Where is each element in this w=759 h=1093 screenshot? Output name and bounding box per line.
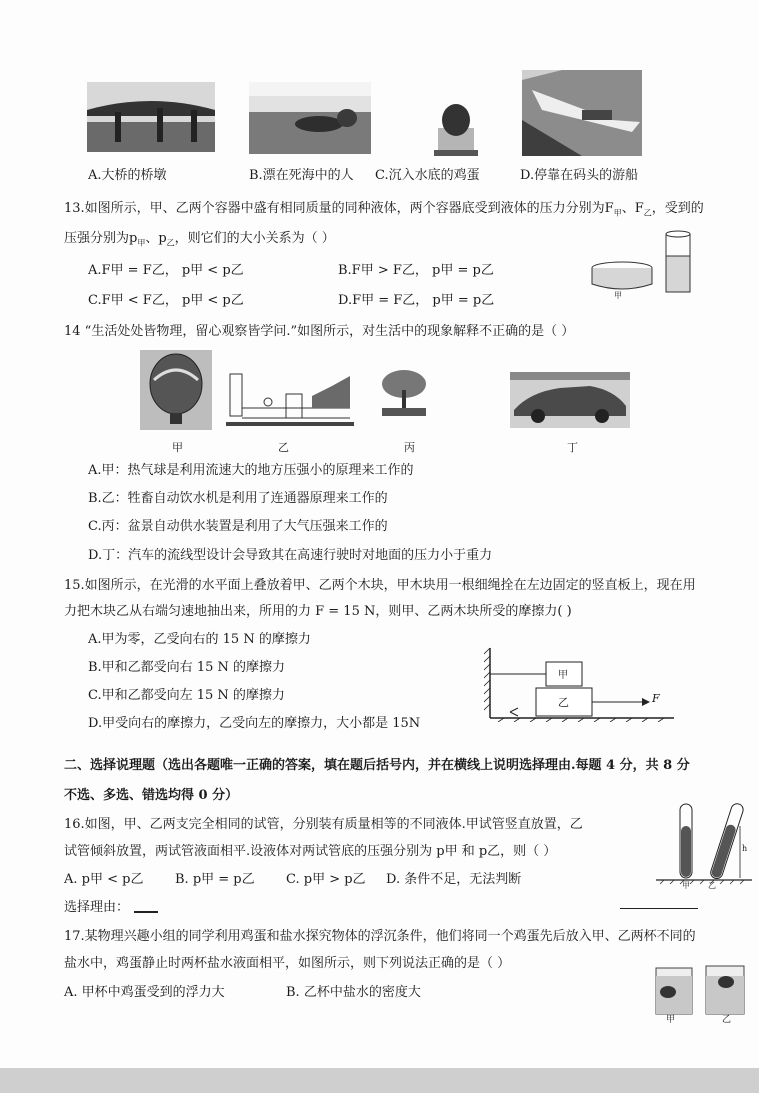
q15-stem-line1: 15.如图所示，在光滑的水平面上叠放着甲、乙两个木块，甲木块用一根细绳拴在左边固定的竖直板上，现在用 bbox=[64, 578, 696, 593]
q14-option-c: C.丙：盆景自动供水装置是利用了大气压强来工作的 bbox=[88, 519, 388, 534]
q12-option-d: D.停靠在码头的游船 bbox=[520, 168, 639, 183]
q16-option-c: C. p甲 > p乙 bbox=[286, 872, 366, 887]
q17-figure-label-yi: 乙 bbox=[722, 1015, 732, 1025]
q16-figure-h-label: h bbox=[742, 844, 748, 853]
q14-label-yi: 乙 bbox=[278, 441, 289, 454]
q15-option-d: D.甲受向右的摩擦力，乙受向左的摩擦力，大小都是 15N bbox=[88, 716, 421, 731]
q17-option-b: B. 乙杯中盐水的密度大 bbox=[286, 985, 421, 1000]
q15-figure-label-bottom: 乙 bbox=[558, 696, 569, 709]
figure-livestock-drinker bbox=[226, 366, 354, 430]
q15-option-b: B.甲和乙都受向右 15 N 的摩擦力 bbox=[88, 660, 285, 675]
q15-blocks-figure bbox=[484, 646, 680, 722]
q15-option-a: A.甲为零，乙受向右的 15 N 的摩擦力 bbox=[88, 632, 311, 647]
q13-stem-line2: 压强分别为$p_甲$、$p_乙$，则它们的大小关系为（ ） bbox=[64, 231, 335, 248]
q12-option-c: C.沉入水底的鸡蛋 bbox=[375, 168, 480, 183]
viewer-bottom-bar bbox=[0, 1068, 759, 1093]
q14-label-bing: 丙 bbox=[404, 441, 415, 454]
q13-figure-label: 甲 bbox=[614, 291, 622, 300]
q16-figure-label-yi: 乙 bbox=[708, 881, 716, 890]
photo-egg-in-water bbox=[430, 98, 482, 156]
q13-option-c: C.F甲 < F乙， p甲 < p乙 bbox=[88, 293, 244, 308]
q13-option-d: D.F甲 = F乙， p甲 = p乙 bbox=[338, 293, 495, 308]
q16-stem-line2: 试管倾斜放置，两试管液面相平.设液体对两试管底的压强分别为 p甲 和 p乙，则（ ） bbox=[64, 844, 557, 859]
q14-label-ding: 丁 bbox=[567, 441, 578, 454]
q15-option-c: C.甲和乙都受向左 15 N 的摩擦力 bbox=[88, 688, 285, 703]
q16-reason-label: 选择理由： bbox=[64, 900, 130, 915]
q13-stem-line1: 13.如图所示，甲、乙两个容器中盛有相同质量的同种液体，两个容器底受到液体的压力分别为$F_甲$、$F_乙$，受到的 bbox=[64, 201, 704, 218]
q17-option-a: A. 甲杯中鸡蛋受到的浮力大 bbox=[64, 985, 225, 1000]
q17-stem-line1: 17.某物理兴趣小组的同学利用鸡蛋和盐水探究物体的浮沉条件，他们将同一个鸡蛋先后放入甲、乙两杯不同的 bbox=[64, 929, 696, 944]
q16-option-b: B. p甲 = p乙 bbox=[175, 872, 255, 887]
q16-reason-blank-line[interactable] bbox=[134, 911, 158, 913]
photo-docked-boats bbox=[522, 70, 642, 156]
figure-bonsai-water-supply bbox=[368, 366, 440, 422]
section2-heading-line1: 二、选择说理题（选出各题唯一正确的答案，填在题后括号内，并在横线上说明选择理由.每题 4 分，共 8 分 bbox=[64, 758, 690, 773]
photo-hot-air-balloon bbox=[140, 350, 212, 430]
q15-stem-line2: 力把木块乙从右端匀速地抽出来，所用的力 F = 15 N，则甲、乙两木块所受的摩擦力( ) bbox=[64, 604, 572, 619]
q16-test-tubes-figure bbox=[656, 800, 752, 890]
photo-bridge-pier bbox=[87, 82, 215, 152]
q16-option-d: D. 条件不足，无法判断 bbox=[386, 872, 522, 887]
q14-stem: 14 “生活处处皆物理，留心观察皆学问.”如图所示，对生活中的现象解释不正确的是（ ） bbox=[64, 324, 575, 339]
q16-stem-line1: 16.如图，甲、乙两支完全相同的试管，分别装有质量相等的不同液体.甲试管竖直放置，乙 bbox=[64, 817, 583, 832]
q12-option-a: A.大桥的桥墩 bbox=[88, 168, 167, 183]
photo-dead-sea-floating bbox=[249, 82, 371, 154]
q17-figure-label-jia: 甲 bbox=[666, 1015, 676, 1025]
q14-option-a: A.甲：热气球是利用流速大的地方压强小的原理来工作的 bbox=[88, 463, 414, 478]
q14-option-d: D.丁：汽车的流线型设计会导致其在高速行驶时对地面的压力小于重力 bbox=[88, 548, 493, 563]
q13-option-a: A.F甲 = F乙， p甲 < p乙 bbox=[88, 263, 244, 278]
q14-label-jia: 甲 bbox=[172, 441, 183, 454]
q13-option-b: B.F甲 > F乙， p甲 = p乙 bbox=[338, 263, 494, 278]
section2-heading-line2: 不选、多选、错选均得 0 分） bbox=[64, 788, 239, 803]
photo-streamlined-car bbox=[510, 372, 630, 428]
q15-figure-label-force: F bbox=[652, 692, 660, 705]
q16-figure-label-jia: 甲 bbox=[682, 881, 690, 890]
q15-figure-label-top: 甲 bbox=[558, 670, 568, 681]
q17-stem-line2: 盐水中，鸡蛋静止时两杯盐水液面相平，如图所示，则下列说法正确的是（ ） bbox=[64, 956, 511, 971]
q17-egg-cups-figure bbox=[650, 962, 750, 1026]
q16-reason-blank-line-2[interactable] bbox=[620, 908, 698, 909]
q16-option-a: A. p甲 < p乙 bbox=[64, 872, 144, 887]
q12-option-b: B.漂在死海中的人 bbox=[249, 168, 354, 183]
q13-containers-figure bbox=[588, 230, 698, 302]
q14-option-b: B.乙：牲畜自动饮水机是利用了连通器原理来工作的 bbox=[88, 491, 388, 506]
